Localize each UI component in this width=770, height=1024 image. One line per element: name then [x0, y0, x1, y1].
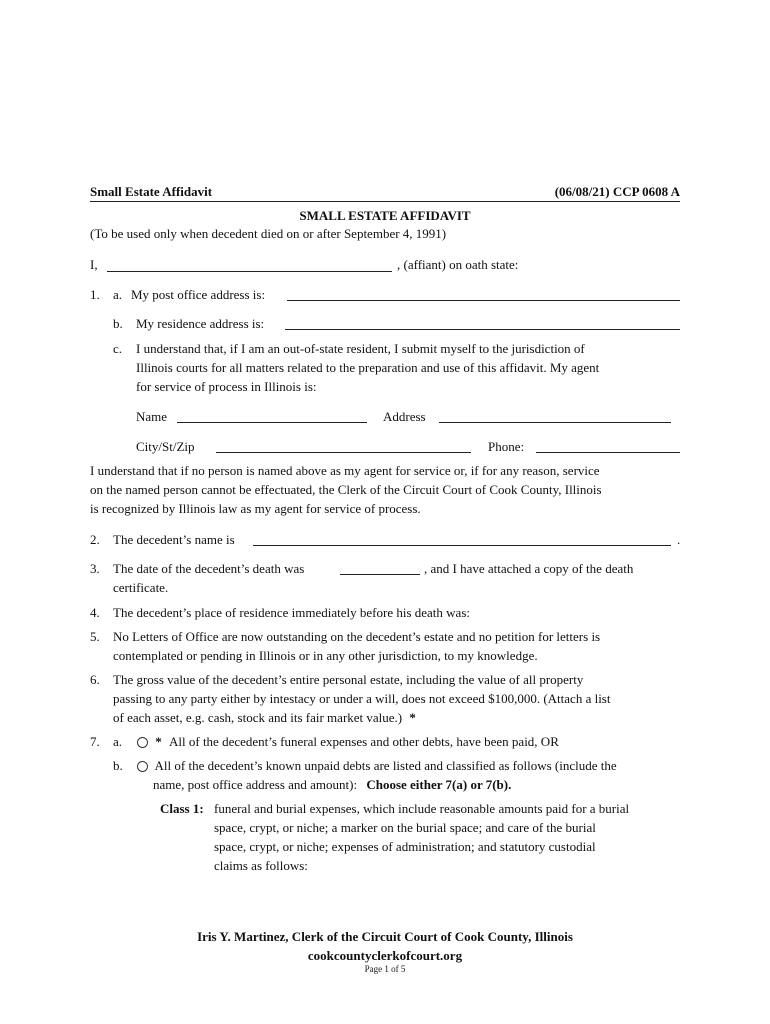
item7-number: 7.: [90, 734, 100, 749]
agent-para-line3: is recognized by Illinois law as my agent for service of process.: [90, 501, 421, 516]
item7a-label: a.: [113, 734, 123, 749]
item6-line2: passing to any party either by intestacy or under a will, does not exceed $100,000. (Attach a list: [113, 691, 611, 706]
agent-city-label: City/St/Zip: [136, 439, 195, 454]
post-office-address-field[interactable]: [287, 286, 680, 301]
item4-number: 4.: [90, 605, 100, 620]
agent-address-label: Address: [383, 409, 426, 424]
item5-line1: No Letters of Office are now outstanding on the decedent’s estate and no petition for letters is: [113, 629, 601, 644]
class1-label: Class 1:: [160, 801, 204, 816]
header-form-name: Small Estate Affidavit: [90, 184, 213, 199]
death-certificate-text-cont: certificate.: [113, 580, 169, 595]
page-subtitle: (To be used only when decedent died on or after September 4, 1991): [90, 226, 447, 241]
item6-line1: The gross value of the decedent’s entire personal estate, including the value of all property: [113, 672, 584, 687]
item7b-line2-row: [153, 777, 511, 793]
item1c-label: c.: [113, 341, 123, 356]
item5-number: 5.: [90, 629, 100, 644]
agent-name-field[interactable]: [177, 408, 367, 423]
residence-address-label: My residence address is:: [136, 316, 265, 331]
item7a-radio[interactable]: [137, 737, 148, 748]
item6-number: 6.: [90, 672, 100, 687]
item3-number: 3.: [90, 561, 100, 576]
item7a-text: All of the decedent’s funeral expenses and other debts, have been paid, OR: [169, 734, 559, 749]
item7-choose-note: Choose either 7(a) or 7(b).: [366, 777, 512, 792]
item5-line2: contemplated or pending in Illinois or in any other jurisdiction, to my knowledge.: [113, 648, 538, 663]
item7a-asterisk: *: [155, 734, 162, 749]
item7b-radio[interactable]: [137, 761, 148, 772]
item1c-line1: I understand that, if I am an out-of-state resident, I submit myself to the jurisdiction of: [136, 341, 585, 356]
death-date-field[interactable]: [340, 560, 420, 575]
header-form-code: (06/08/21) CCP 0608 A: [554, 184, 680, 199]
item1b-label: b.: [113, 316, 123, 331]
agent-name-label: Name: [136, 409, 168, 424]
item7b-line2: name, post office address and amount):: [153, 777, 358, 792]
class1-line4: claims as follows:: [214, 858, 308, 873]
page-title: SMALL ESTATE AFFIDAVIT: [299, 208, 471, 223]
item7b-label: b.: [113, 758, 123, 773]
affiant-suffix: , (affiant) on oath state:: [397, 257, 519, 272]
agent-address-field[interactable]: [439, 408, 671, 423]
residence-before-death-label: The decedent’s place of residence immediately before his death was:: [113, 605, 470, 620]
item7b-row: [137, 758, 617, 774]
decedent-name-period: .: [677, 532, 681, 547]
item1c-line3: for service of process in Illinois is:: [136, 379, 317, 394]
item7b-line1: All of the decedent’s known unpaid debts are listed and classified as follows (include the: [154, 758, 617, 773]
class1-line2: space, crypt, or niche; a marker on the burial space; and care of the burial: [214, 820, 596, 835]
footer-clerk: Iris Y. Martinez, Clerk of the Circuit Court of Cook County, Illinois: [197, 929, 573, 944]
death-date-label: The date of the decedent’s death was: [113, 561, 305, 576]
agent-para-line2: on the named person cannot be effectuated, the Clerk of the Circuit Court of Cook County, Illinois: [90, 482, 602, 497]
item1a-label: a.: [113, 287, 123, 302]
item1c-line2: Illinois courts for all matters related to the preparation and use of this affidavit. My agent: [136, 360, 600, 375]
agent-phone-field[interactable]: [536, 438, 680, 453]
death-certificate-text: , and I have attached a copy of the death: [424, 561, 634, 576]
page-number: Page 1 of 5: [364, 964, 406, 974]
post-office-address-label: My post office address is:: [131, 287, 266, 302]
residence-address-field[interactable]: [285, 315, 680, 330]
affiant-name-field[interactable]: [107, 257, 392, 272]
agent-para-line1: I understand that if no person is named above as my agent for service or, if for any reason, service: [90, 463, 600, 478]
header-rule: [90, 201, 680, 202]
item2-number: 2.: [90, 532, 100, 547]
decedent-name-field[interactable]: [253, 531, 671, 546]
item7a-row: [137, 734, 559, 750]
class1-line1: funeral and burial expenses, which include reasonable amounts paid for a burial: [214, 801, 630, 816]
item6-line3: [113, 710, 416, 726]
agent-phone-label: Phone:: [488, 439, 525, 454]
agent-city-field[interactable]: [216, 438, 471, 453]
footer-website: cookcountyclerkofcourt.org: [307, 948, 463, 963]
class1-line3: space, crypt, or niche; expenses of administration; and statutory custodial: [214, 839, 596, 854]
item6-line3-text: of each asset, e.g. cash, stock and its fair market value.): [113, 710, 403, 725]
decedent-name-label: The decedent’s name is: [113, 532, 235, 547]
item1-number: 1.: [90, 287, 100, 302]
item6-asterisk: *: [409, 710, 416, 725]
affiant-prefix: I,: [90, 257, 98, 272]
